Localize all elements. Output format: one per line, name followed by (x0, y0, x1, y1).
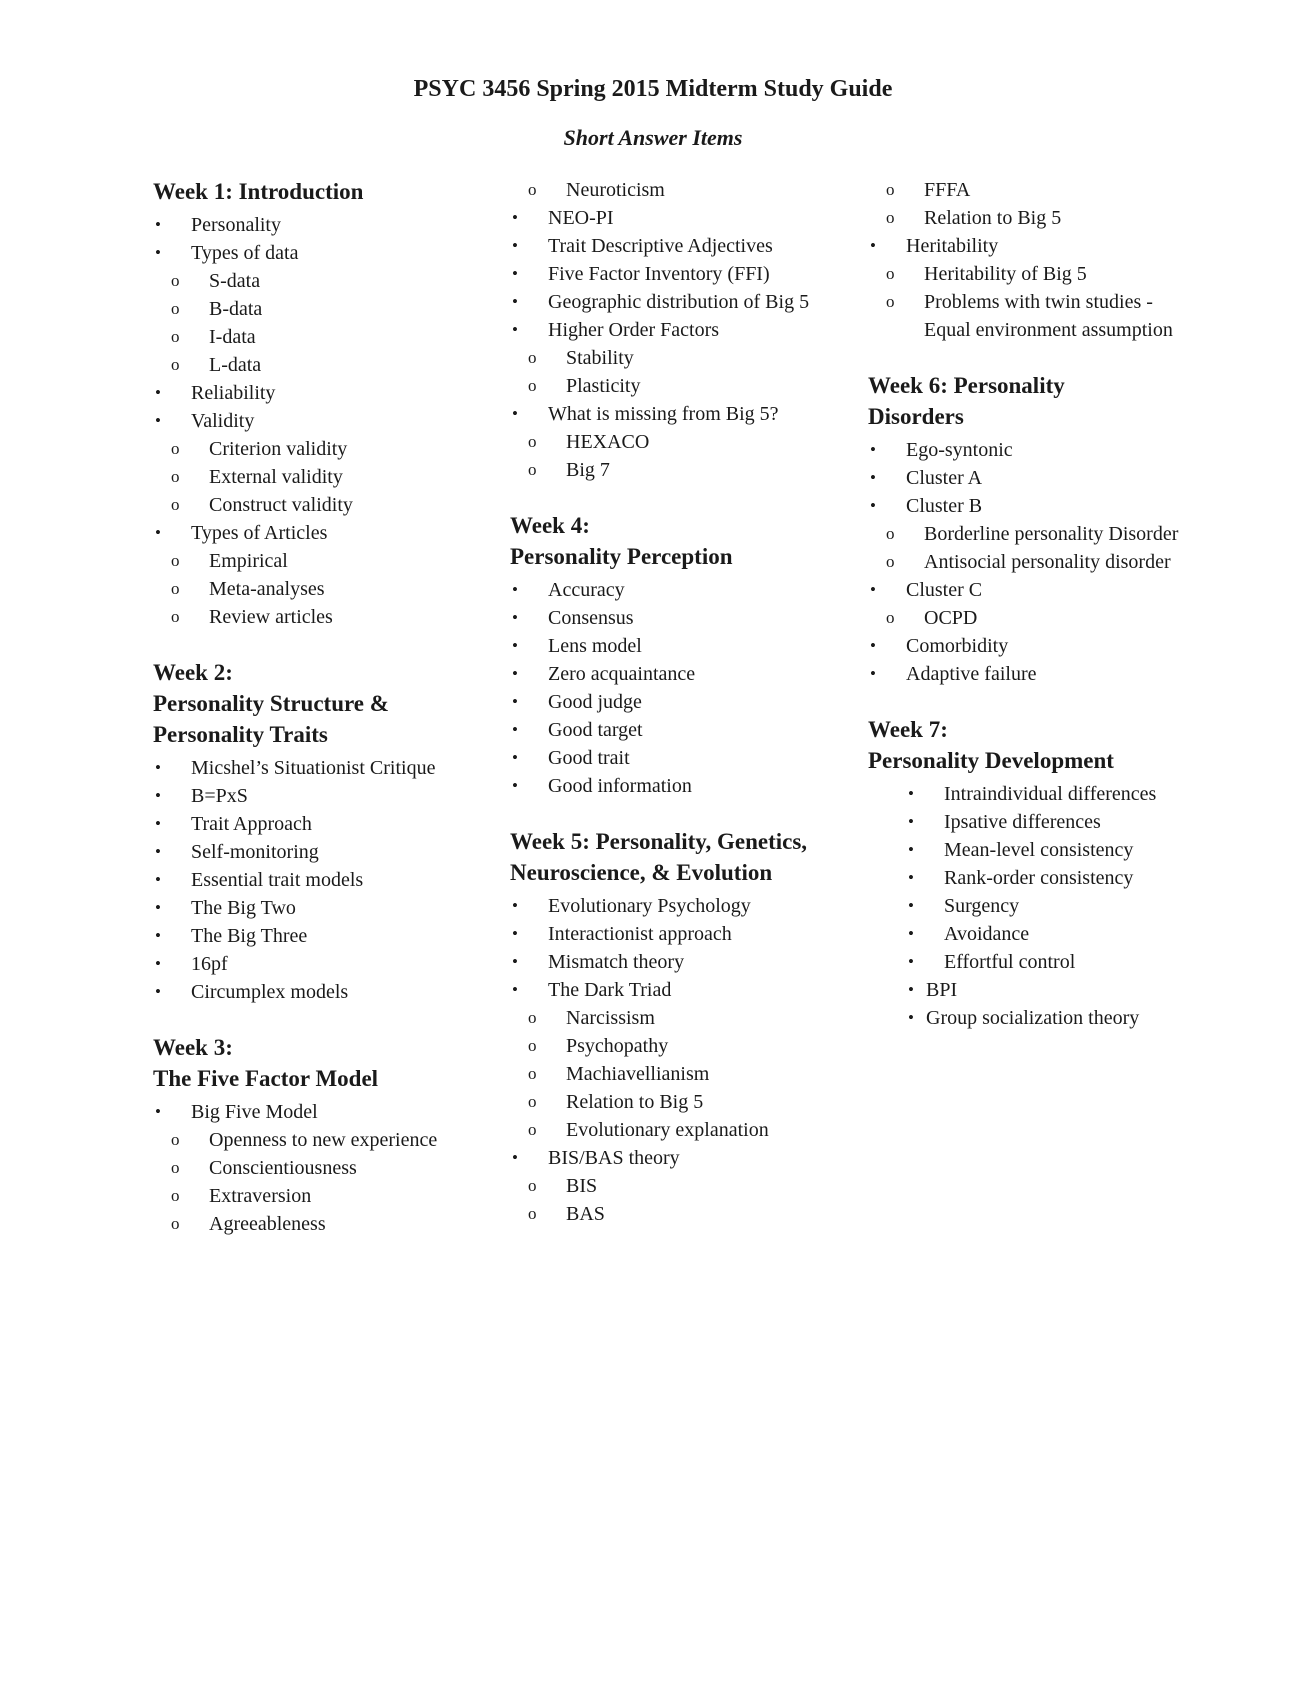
list-item (153, 838, 483, 866)
item-text: The Big Three (191, 925, 308, 947)
list-item (510, 660, 840, 688)
bullet-icon: • (512, 692, 518, 711)
item-text: Heritability (906, 235, 999, 257)
section-heading (153, 657, 483, 750)
item-text: Antisocial personality disorder (924, 551, 1171, 573)
outline-list (868, 780, 1198, 1032)
item-text: FFFA (924, 179, 971, 201)
list-item (153, 950, 483, 978)
sub-list-item (868, 548, 1198, 576)
sub-list-item (510, 1088, 840, 1116)
list-item (153, 379, 483, 407)
item-text: Meta-analyses (209, 578, 325, 600)
circle-bullet-icon: o (528, 1176, 537, 1195)
item-text: Effortful control (944, 951, 1076, 973)
list-item (868, 780, 1198, 808)
list-item (510, 688, 840, 716)
bullet-icon: • (908, 896, 914, 915)
sub-list-item (153, 295, 483, 323)
bullet-icon: • (512, 896, 518, 915)
circle-bullet-icon: o (886, 264, 895, 283)
list-item (153, 810, 483, 838)
item-text: Validity (191, 410, 255, 432)
sub-list-item (153, 267, 483, 295)
item-text: 16pf (191, 953, 228, 975)
item-text: Relation to Big 5 (566, 1091, 704, 1113)
outline-list (510, 176, 840, 484)
bullet-icon: • (155, 870, 161, 889)
bullet-icon: • (155, 411, 161, 430)
item-text: HEXACO (566, 431, 650, 453)
bullet-icon: • (512, 1148, 518, 1167)
list-item (153, 754, 483, 782)
list-item (510, 920, 840, 948)
section-heading-line: The Five Factor Model (153, 1066, 379, 1091)
list-item (868, 808, 1198, 836)
item-text: Trait Approach (191, 813, 312, 835)
bullet-icon: • (512, 608, 518, 627)
section-heading-line: Week 5: Personality, Genetics, (510, 829, 808, 854)
item-text: Evolutionary explanation (566, 1119, 769, 1141)
bullet-icon: • (512, 748, 518, 767)
sub-list-item (510, 1032, 840, 1060)
circle-bullet-icon: o (171, 607, 180, 626)
outline-list (153, 211, 483, 631)
list-item (868, 1004, 1198, 1032)
bullet-icon: • (512, 208, 518, 227)
section-week-3-continued (510, 176, 840, 484)
sub-list-item (510, 176, 840, 204)
sub-list-item (153, 491, 483, 519)
bullet-icon: • (512, 320, 518, 339)
sub-list-item (153, 1154, 483, 1182)
circle-bullet-icon: o (171, 1186, 180, 1205)
item-text: BIS/BAS theory (548, 1147, 680, 1169)
item-text: Cluster A (906, 467, 983, 489)
bullet-icon: • (155, 814, 161, 833)
item-text: Geographic distribution of Big 5 (548, 291, 810, 313)
section-heading-line: Personality Traits (153, 722, 328, 747)
bullet-icon: • (155, 982, 161, 1001)
item-text: Circumplex models (191, 981, 349, 1003)
section-heading-line: Week 3: (153, 1035, 233, 1060)
section-week-4 (510, 510, 840, 800)
circle-bullet-icon: o (171, 327, 180, 346)
sub-list-item (510, 1004, 840, 1032)
section-heading (153, 1032, 483, 1094)
item-text: Empirical (209, 550, 288, 572)
circle-bullet-icon: o (528, 460, 537, 479)
item-text: I-data (209, 326, 256, 348)
item-text: Adaptive failure (906, 663, 1037, 685)
item-text: Avoidance (944, 923, 1030, 945)
list-item (868, 976, 1198, 1004)
item-text: Big Five Model (191, 1101, 318, 1123)
circle-bullet-icon: o (528, 1204, 537, 1223)
bullet-icon: • (908, 812, 914, 831)
bullet-icon: • (512, 952, 518, 971)
item-text: Big 7 (566, 459, 610, 481)
outline-list (153, 754, 483, 1006)
column-2 (510, 176, 840, 1254)
item-text: Plasticity (566, 375, 641, 397)
bullet-icon: • (155, 215, 161, 234)
item-text: Psychopathy (566, 1035, 669, 1057)
sub-list-item (868, 260, 1198, 288)
list-item (153, 519, 483, 547)
bullet-icon: • (155, 758, 161, 777)
list-item (868, 948, 1198, 976)
item-text: Interactionist approach (548, 923, 732, 945)
list-item (153, 922, 483, 950)
list-item (510, 316, 840, 344)
sub-list-item (153, 435, 483, 463)
sub-list-item (510, 1116, 840, 1144)
sub-list-item (153, 463, 483, 491)
list-item (510, 632, 840, 660)
bullet-icon: • (512, 924, 518, 943)
list-item (510, 716, 840, 744)
list-item (153, 1098, 483, 1126)
list-item (510, 976, 840, 1004)
list-item (868, 436, 1198, 464)
list-item (510, 204, 840, 232)
item-text: Self-monitoring (191, 841, 319, 863)
bullet-icon: • (512, 580, 518, 599)
sub-list-item (510, 344, 840, 372)
column-3 (868, 176, 1198, 1058)
item-text: Comorbidity (906, 635, 1009, 657)
item-text: Good information (548, 775, 692, 797)
list-item (510, 576, 840, 604)
outline-list (510, 576, 840, 800)
bullet-icon: • (512, 980, 518, 999)
section-heading-line: Week 2: (153, 660, 233, 685)
item-text: BAS (566, 1203, 605, 1225)
bullet-icon: • (155, 954, 161, 973)
list-item (868, 492, 1198, 520)
list-item (510, 604, 840, 632)
list-item (510, 400, 840, 428)
list-item (868, 836, 1198, 864)
list-item (153, 866, 483, 894)
item-text: BIS (566, 1175, 598, 1197)
list-item (868, 632, 1198, 660)
list-item (868, 576, 1198, 604)
section-heading-line: Personality Structure & (153, 691, 389, 716)
circle-bullet-icon: o (886, 180, 895, 199)
item-text: The Big Two (191, 897, 296, 919)
bullet-icon: • (908, 1008, 914, 1027)
circle-bullet-icon: o (171, 1130, 180, 1149)
list-item (153, 407, 483, 435)
item-text: Lens model (548, 635, 642, 657)
page-subtitle: Short Answer Items (563, 125, 743, 150)
bullet-icon: • (512, 636, 518, 655)
list-item (868, 232, 1198, 260)
item-text: Narcissism (566, 1007, 655, 1029)
item-text: Types of data (191, 242, 299, 264)
item-text: Essential trait models (191, 869, 364, 891)
column-1 (153, 176, 483, 1264)
bullet-icon: • (908, 924, 914, 943)
list-item (510, 1144, 840, 1172)
section-heading-line: Week 6: Personality (868, 373, 1065, 398)
bullet-icon: • (512, 664, 518, 683)
sub-list-item (510, 456, 840, 484)
list-item (868, 892, 1198, 920)
item-text: Stability (566, 347, 634, 369)
item-text: Ipsative differences (944, 811, 1101, 833)
circle-bullet-icon: o (886, 208, 895, 227)
bullet-icon: • (870, 468, 876, 487)
list-item (510, 232, 840, 260)
bullet-icon: • (870, 496, 876, 515)
sub-list-item (153, 603, 483, 631)
item-text: Good target (548, 719, 643, 741)
list-item (510, 948, 840, 976)
sub-list-item (153, 575, 483, 603)
item-text: Zero acquaintance (548, 663, 696, 685)
section-week-1 (153, 176, 483, 631)
item-text: External validity (209, 466, 343, 488)
list-item (153, 894, 483, 922)
circle-bullet-icon: o (171, 271, 180, 290)
sub-list-item (868, 604, 1198, 632)
item-text: NEO-PI (548, 207, 614, 229)
sub-list-item (868, 176, 1198, 204)
section-heading (510, 826, 840, 888)
sub-list-item (868, 520, 1198, 548)
sub-list-item (153, 1182, 483, 1210)
bullet-icon: • (908, 868, 914, 887)
item-text: Micshel’s Situationist Critique (191, 757, 436, 779)
circle-bullet-icon: o (886, 524, 895, 543)
list-item (153, 978, 483, 1006)
item-text: What is missing from Big 5? (548, 403, 779, 425)
bullet-icon: • (870, 664, 876, 683)
list-item (510, 744, 840, 772)
sub-list-item (153, 547, 483, 575)
list-item (510, 288, 840, 316)
section-heading (510, 510, 840, 572)
list-item (868, 464, 1198, 492)
item-text: S-data (209, 270, 261, 292)
circle-bullet-icon: o (886, 552, 895, 571)
bullet-icon: • (870, 636, 876, 655)
circle-bullet-icon: o (171, 299, 180, 318)
item-text: Evolutionary Psychology (548, 895, 751, 917)
item-text: OCPD (924, 607, 978, 629)
bullet-icon: • (512, 404, 518, 423)
sub-list-item (510, 1172, 840, 1200)
item-text: Types of Articles (191, 522, 328, 544)
list-item (868, 920, 1198, 948)
item-text: Relation to Big 5 (924, 207, 1062, 229)
bullet-icon: • (870, 440, 876, 459)
bullet-icon: • (908, 784, 914, 803)
outline-list (868, 436, 1198, 688)
item-text: Heritability of Big 5 (924, 263, 1087, 285)
sub-list-item (510, 1060, 840, 1088)
bullet-icon: • (155, 786, 161, 805)
bullet-icon: • (155, 926, 161, 945)
section-week-5-continued (868, 176, 1198, 344)
list-item (153, 211, 483, 239)
bullet-icon: • (155, 1102, 161, 1121)
item-text: Accuracy (548, 579, 625, 601)
circle-bullet-icon: o (171, 355, 180, 374)
item-text: Five Factor Inventory (FFI) (548, 263, 770, 285)
section-heading (868, 714, 1198, 776)
item-text: Cluster C (906, 579, 983, 601)
section-heading-line: Personality Development (868, 748, 1114, 773)
bullet-icon: • (908, 980, 914, 999)
circle-bullet-icon: o (171, 551, 180, 570)
section-heading-line: Personality Perception (510, 544, 733, 569)
circle-bullet-icon: o (528, 432, 537, 451)
section-heading-line: Week 4: (510, 513, 590, 538)
outline-list (510, 892, 840, 1228)
item-text: Group socialization theory (926, 1007, 1140, 1029)
item-text: Trait Descriptive Adjectives (548, 235, 773, 257)
item-text: Rank-order consistency (944, 867, 1134, 889)
item-text: B=PxS (191, 785, 248, 807)
list-item (510, 892, 840, 920)
section-week-3 (153, 1032, 483, 1238)
bullet-icon: • (512, 292, 518, 311)
item-text: Openness to new experience (209, 1129, 438, 1151)
bullet-icon: • (155, 842, 161, 861)
item-text: Construct validity (209, 494, 353, 516)
item-text: Review articles (209, 606, 333, 628)
sub-list-item (510, 1200, 840, 1228)
item-text: Agreeableness (209, 1213, 326, 1235)
circle-bullet-icon: o (528, 1008, 537, 1027)
list-item (868, 864, 1198, 892)
section-heading-line: Disorders (868, 404, 964, 429)
section-week-5 (510, 826, 840, 1228)
section-heading-line: Neuroscience, & Evolution (510, 860, 773, 885)
item-text: The Dark Triad (548, 979, 672, 1001)
sub-list-item (153, 323, 483, 351)
sub-list-item (153, 1126, 483, 1154)
item-text: Good judge (548, 691, 642, 713)
section-week-6 (868, 370, 1198, 688)
sub-list-item (153, 351, 483, 379)
bullet-icon: • (512, 776, 518, 795)
circle-bullet-icon: o (528, 348, 537, 367)
bullet-icon: • (870, 580, 876, 599)
bullet-icon: • (908, 840, 914, 859)
item-text: Extraversion (209, 1185, 312, 1207)
item-text: L-data (209, 354, 262, 376)
bullet-icon: • (512, 720, 518, 739)
sub-list-item (153, 1210, 483, 1238)
circle-bullet-icon: o (171, 495, 180, 514)
section-heading (868, 370, 1198, 432)
item-text: B-data (209, 298, 263, 320)
circle-bullet-icon: o (528, 1120, 537, 1139)
item-text: BPI (926, 979, 958, 1001)
list-item (510, 772, 840, 800)
list-item (153, 782, 483, 810)
circle-bullet-icon: o (886, 292, 895, 311)
circle-bullet-icon: o (886, 608, 895, 627)
sub-list-item (510, 428, 840, 456)
page-title: PSYC 3456 Spring 2015 Midterm Study Guide (413, 76, 893, 102)
item-text: Intraindividual differences (944, 783, 1157, 805)
item-text: Conscientiousness (209, 1157, 357, 1179)
list-item (153, 239, 483, 267)
bullet-icon: • (155, 898, 161, 917)
list-item (868, 660, 1198, 688)
circle-bullet-icon: o (171, 579, 180, 598)
bullet-icon: • (870, 236, 876, 255)
item-text: Neuroticism (566, 179, 665, 201)
item-text: Personality (191, 214, 281, 236)
sub-list-item (868, 288, 1198, 344)
circle-bullet-icon: o (171, 467, 180, 486)
item-text: Reliability (191, 382, 276, 404)
bullet-icon: • (155, 383, 161, 402)
bullet-icon: • (155, 523, 161, 542)
section-week-2 (153, 657, 483, 1006)
item-text: Good trait (548, 747, 630, 769)
item-text: Surgency (944, 895, 1020, 917)
bullet-icon: • (155, 243, 161, 262)
circle-bullet-icon: o (171, 1214, 180, 1233)
outline-list (153, 1098, 483, 1238)
item-text: Cluster B (906, 495, 983, 517)
circle-bullet-icon: o (171, 1158, 180, 1177)
sub-list-item (868, 204, 1198, 232)
circle-bullet-icon: o (528, 180, 537, 199)
outline-list (868, 176, 1198, 344)
bullet-icon: • (908, 952, 914, 971)
section-heading-line: Week 1: Introduction (153, 179, 364, 204)
circle-bullet-icon: o (171, 439, 180, 458)
section-heading-line: Week 7: (868, 717, 948, 742)
circle-bullet-icon: o (528, 1064, 537, 1083)
section-heading (153, 176, 483, 207)
item-text: Mismatch theory (548, 951, 685, 973)
item-text: Machiavellianism (566, 1063, 710, 1085)
sub-list-item (510, 372, 840, 400)
list-item (510, 260, 840, 288)
item-text: Consensus (548, 607, 634, 629)
item-text: Criterion validity (209, 438, 348, 460)
bullet-icon: • (512, 236, 518, 255)
circle-bullet-icon: o (528, 1036, 537, 1055)
item-text: Problems with twin studies - Equal environment assumption (924, 291, 1173, 341)
item-text: Mean-level consistency (944, 839, 1134, 861)
item-text: Higher Order Factors (548, 319, 720, 341)
bullet-icon: • (512, 264, 518, 283)
item-text: Ego-syntonic (906, 439, 1013, 461)
circle-bullet-icon: o (528, 376, 537, 395)
section-week-7 (868, 714, 1198, 1032)
circle-bullet-icon: o (528, 1092, 537, 1111)
item-text: Borderline personality Disorder (924, 523, 1179, 545)
